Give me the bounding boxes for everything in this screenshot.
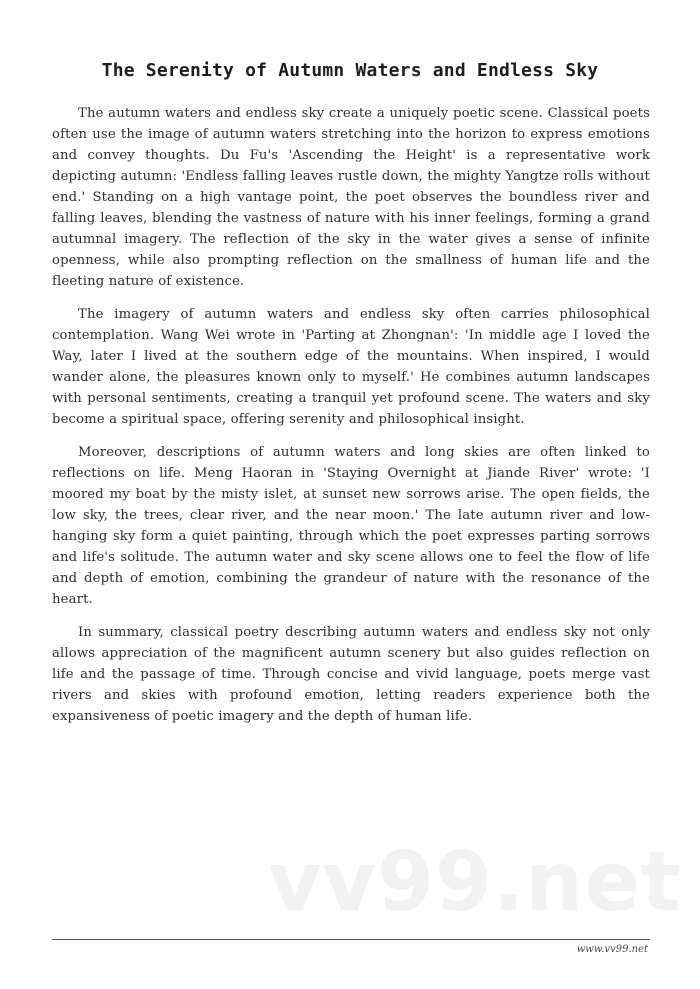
footer-site-url: www.vv99.net xyxy=(576,944,648,955)
paragraph-2: The imagery of autumn waters and endless sky often carries philosophical contemplation. Wang Wei wrote in 'Parting at Zhongnan': 'In middle age I loved the Way, later I lived at the southern edge of the mountains. When inspired, I would wander alone, the pleasures known only to myself.' He combines autumn landscapes with personal sentiments, creating a tranquil yet profound scene. The waters and sky become a spiritual space, offering serenity and philosophical insight. xyxy=(52,307,650,427)
paragraph-4: In summary, classical poetry describing autumn waters and endless sky not only allows appreciation of the magnificent autumn scenery but also guides reflection on life and the passage of time. Through concise and vivid language, poets merge vast rivers and skies with profound emotion, letting readers experience both the expansiveness of poetic imagery and the depth of human life. xyxy=(52,625,650,724)
paragraph-1: The autumn waters and endless sky create a uniquely poetic scene. Classical poets often use the image of autumn waters stretching into the horizon to express emotions and convey thoughts. Du Fu's 'Ascending the Height' is a representative work depicting autumn: 'Endless falling leaves rustle down, the mighty Yangtze rolls without end.' Standing on a high vantage point, the poet observes the boundless river and falling leaves, blending the vastness of nature with his inner feelings, forming a grand autumnal imagery. The reflection of the sky in the water gives a sense of infinite openness, while also prompting reflection on the smallness of human life and the fleeting nature of existence. xyxy=(52,106,650,289)
footer-divider xyxy=(52,939,650,940)
document-body xyxy=(52,103,650,739)
document-title: The Serenity of Autumn Waters and Endless Sky xyxy=(101,60,599,81)
watermark: vv99.net xyxy=(268,835,682,930)
paragraph-3: Moreover, descriptions of autumn waters and long skies are often linked to reflections on life. Meng Haoran in 'Staying Overnight at Jiande River' wrote: 'I moored my boat by the misty islet, at sunset new sorrows arise. The open fields, the low sky, the trees, clear river, and the near moon.' The late autumn river and low-hanging sky form a quiet painting, through which the poet expresses parting sorrows and life's solitude. The autumn water and sky scene allows one to feel the flow of life and depth of emotion, combining the grandeur of nature with the resonance of the heart. xyxy=(52,445,650,607)
